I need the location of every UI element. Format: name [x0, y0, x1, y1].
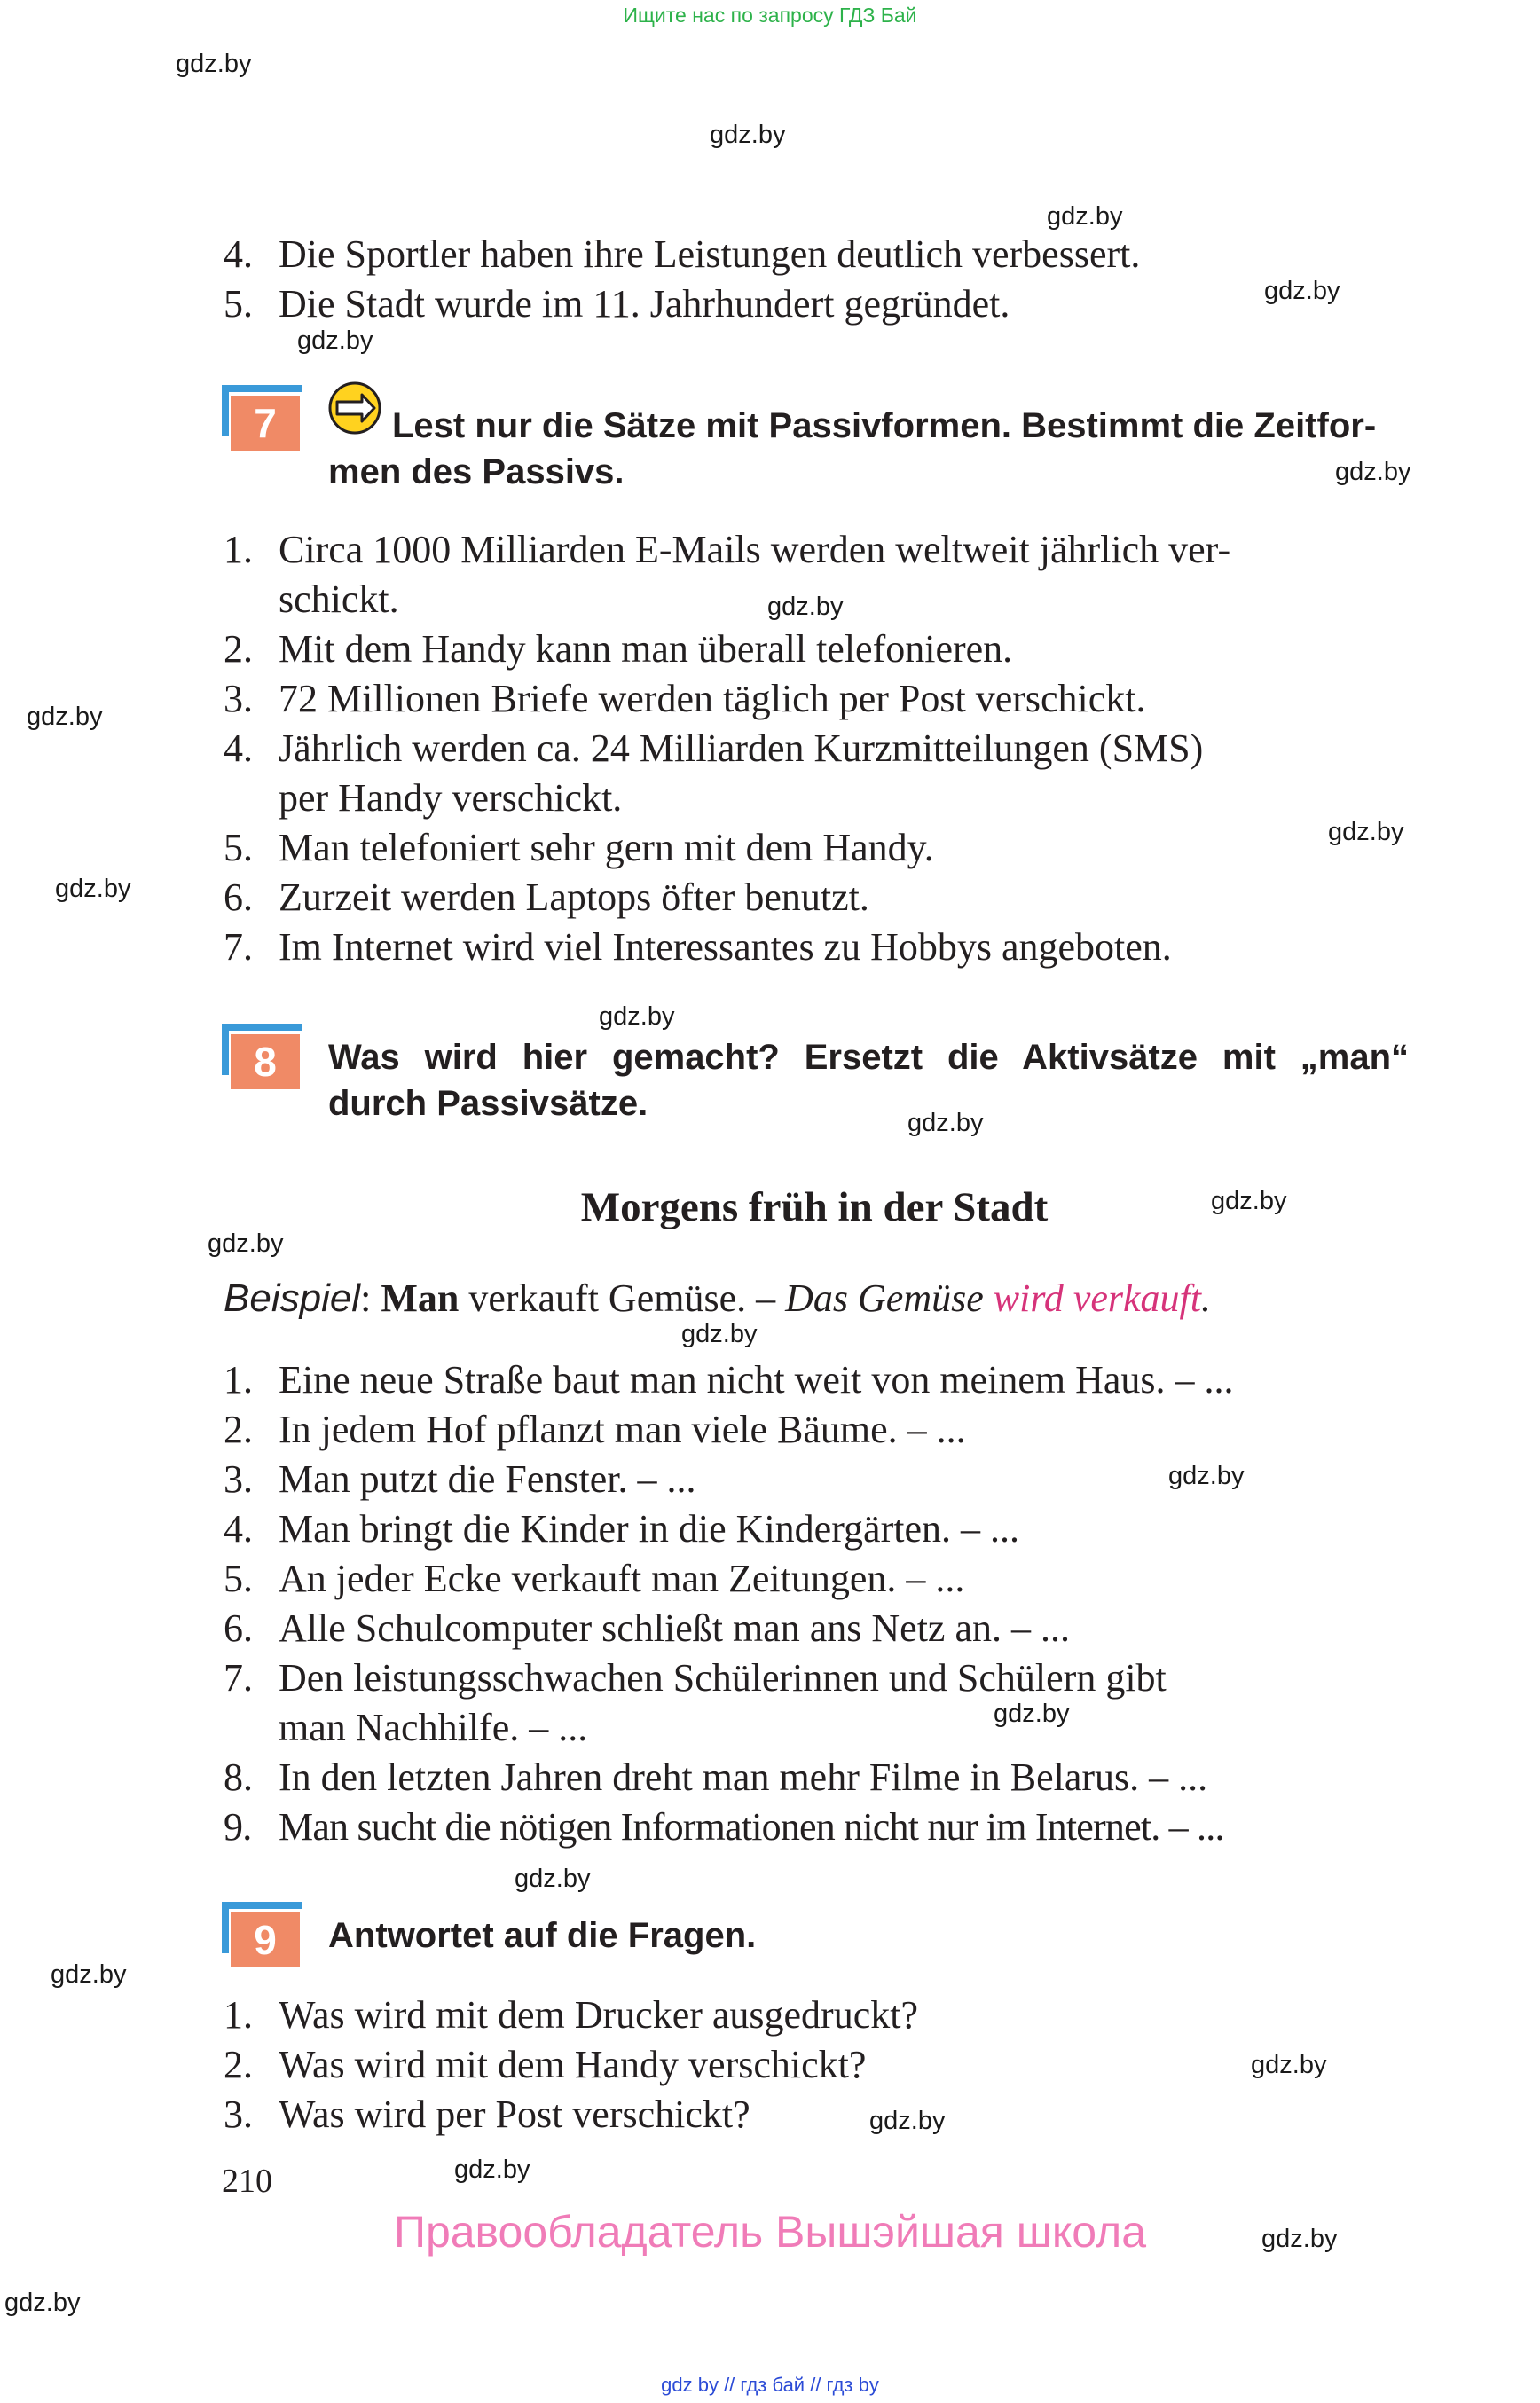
- watermark: gdz.by: [994, 1700, 1070, 1728]
- example-label: Beispiel: [224, 1276, 361, 1320]
- list-item: [224, 1507, 1019, 1551]
- watermark: gdz.by: [4, 2289, 81, 2317]
- watermark: gdz.by: [1335, 458, 1411, 486]
- watermark: gdz.by: [176, 50, 252, 78]
- item-text: Mit dem Handy kann man überall telefonieren.: [279, 627, 1013, 671]
- list-item: [224, 1410, 966, 1449]
- list-item: [224, 679, 1146, 719]
- list-item: [224, 282, 1010, 326]
- item-text: Den leistungsschwachen Schülerinnen und Schülern gibt: [279, 1656, 1167, 1700]
- list-item: [224, 878, 869, 917]
- watermark: gdz.by: [767, 593, 844, 621]
- task-number-badge: [222, 385, 302, 454]
- item-number: 7.: [224, 925, 253, 969]
- list-item: [224, 1755, 1208, 1799]
- list-item: [224, 2043, 867, 2086]
- item-text: Man telefoniert sehr gern mit dem Handy.: [279, 826, 934, 869]
- list-item: [224, 232, 1141, 276]
- item-text: Im Internet wird viel Interessantes zu Hobbys angeboten.: [279, 925, 1172, 969]
- item-number: 5.: [224, 282, 253, 326]
- watermark: gdz.by: [1251, 2051, 1327, 2079]
- item-text: Die Sportler haben ihre Leistungen deutlich verbessert.: [279, 232, 1141, 276]
- item-number: 6.: [224, 876, 253, 919]
- task-number-badge: [222, 1024, 302, 1093]
- item-number: 2.: [224, 627, 253, 671]
- item-text: Was wird mit dem Drucker ausgedruckt?: [279, 1993, 918, 2037]
- list-item: [224, 1559, 964, 1598]
- copyright-notice: Правообладатель Вышэйшая школа: [394, 2207, 1146, 2257]
- item-number: 4.: [224, 232, 253, 276]
- watermark: gdz.by: [297, 326, 373, 355]
- example-line: [224, 1276, 1211, 1320]
- watermark: gdz.by: [599, 1002, 675, 1031]
- item-text: An jeder Ecke verkauft man Zeitungen. – ...: [279, 1557, 965, 1600]
- task-instruction: durch Passivsätze.: [328, 1084, 648, 1123]
- task-number: 8: [231, 1034, 300, 1089]
- example-bold-word: Man: [381, 1276, 460, 1320]
- arrow-circle-icon: [326, 380, 383, 436]
- list-item: [224, 1457, 696, 1501]
- list-item: [224, 1656, 1167, 1700]
- list-item: [224, 828, 934, 868]
- page-number: 210: [222, 2163, 272, 2200]
- item-text: Die Stadt wurde im 11. Jahrhundert gegründet.: [279, 282, 1010, 326]
- footer-links[interactable]: gdz by // гдз бай // гдз by: [661, 2374, 879, 2396]
- item-number: 5.: [224, 826, 253, 869]
- watermark: gdz.by: [1264, 277, 1340, 305]
- list-item: [224, 1993, 918, 2037]
- item-continuation: schickt.: [279, 577, 399, 621]
- list-item: [224, 2095, 750, 2134]
- item-number: 6.: [224, 1606, 253, 1650]
- item-number: 1.: [224, 1358, 253, 1402]
- watermark: gdz.by: [1328, 818, 1404, 846]
- list-item: [224, 627, 1013, 671]
- item-number: 2.: [224, 1408, 253, 1451]
- watermark: gdz.by: [1168, 1462, 1245, 1490]
- list-item: [224, 726, 1204, 770]
- list-item: [224, 1358, 1234, 1402]
- item-text: In den letzten Jahren dreht man mehr Filme in Belarus. – ...: [279, 1755, 1208, 1799]
- example-end: .: [1200, 1276, 1211, 1320]
- item-text: Eine neue Straße baut man nicht weit von meinem Haus. – ...: [279, 1358, 1234, 1402]
- watermark: gdz.by: [27, 703, 103, 731]
- list-item: [224, 925, 1172, 969]
- watermark: gdz.by: [869, 2107, 946, 2135]
- watermark: gdz.by: [208, 1229, 284, 1258]
- item-number: 2.: [224, 2043, 253, 2086]
- item-number: 4.: [224, 1507, 253, 1551]
- list-item: [224, 1805, 1224, 1849]
- item-text: Alle Schulcomputer schließt man ans Netz an. – ...: [279, 1606, 1070, 1650]
- item-number: 8.: [224, 1755, 253, 1799]
- watermark: gdz.by: [51, 1960, 127, 1989]
- example-highlight: wird verkauft: [993, 1276, 1201, 1320]
- watermark: gdz.by: [454, 2156, 530, 2184]
- item-number: 3.: [224, 677, 253, 720]
- item-number: 1.: [224, 1993, 253, 2037]
- item-text: Zurzeit werden Laptops öfter benutzt.: [279, 876, 869, 919]
- watermark: gdz.by: [1047, 202, 1123, 231]
- item-text: Was wird per Post verschickt?: [279, 2093, 750, 2136]
- watermark: gdz.by: [908, 1109, 984, 1137]
- task-number-badge: [222, 1902, 302, 1971]
- item-number: 1.: [224, 528, 253, 571]
- list-item: [224, 1606, 1070, 1650]
- watermark: gdz.by: [1261, 2225, 1338, 2253]
- task-instruction: men des Passivs.: [328, 452, 625, 491]
- example-colon: :: [360, 1276, 372, 1320]
- watermark: gdz.by: [55, 875, 131, 903]
- item-continuation: per Handy verschickt.: [279, 776, 623, 820]
- watermark: gdz.by: [515, 1865, 591, 1893]
- watermark: gdz.by: [681, 1320, 758, 1348]
- item-number: 5.: [224, 1557, 253, 1600]
- item-text: Circa 1000 Milliarden E-Mails werden weltweit jährlich ver-: [279, 528, 1231, 571]
- watermark: gdz.by: [1211, 1187, 1287, 1215]
- item-number: 3.: [224, 1457, 253, 1501]
- task-instruction: Antwortet auf die Fragen.: [328, 1916, 757, 1955]
- example-text: verkauft Gemüse. –: [459, 1276, 786, 1320]
- item-number: 3.: [224, 2093, 253, 2136]
- item-number: 7.: [224, 1656, 253, 1700]
- task-number: 7: [231, 396, 300, 451]
- item-text: 72 Millionen Briefe werden täglich per Post verschickt.: [279, 677, 1146, 720]
- item-text: Man putzt die Fenster. – ...: [279, 1457, 696, 1501]
- task-instruction: Was wird hier gemacht? Ersetzt die Aktivsätze mit „man“: [328, 1038, 1409, 1077]
- item-number: 4.: [224, 726, 253, 770]
- section-heading: Morgens früh in der Stadt: [580, 1184, 1049, 1230]
- task-number: 9: [231, 1912, 300, 1967]
- watermark: gdz.by: [710, 121, 786, 149]
- item-number: 9.: [224, 1805, 252, 1849]
- task-instruction: Lest nur die Sätze mit Passivformen. Bestimmt die Zeitfor-: [392, 406, 1377, 445]
- list-item: [224, 530, 1230, 569]
- item-text: Jährlich werden ca. 24 Milliarden Kurzmitteilungen (SMS): [279, 726, 1204, 770]
- item-text: In jedem Hof pflanzt man viele Bäume. – ...: [279, 1408, 966, 1451]
- item-text: Man sucht die nötigen Informationen nicht nur im Internet. – ...: [279, 1805, 1224, 1849]
- item-text: Was wird mit dem Handy verschickt?: [279, 2043, 867, 2086]
- item-text: Man bringt die Kinder in die Kindergärten. – ...: [279, 1507, 1019, 1551]
- example-italic: Das Gemüse: [785, 1276, 994, 1320]
- top-banner: Ищите нас по запросу ГДЗ Бай: [623, 4, 917, 27]
- item-continuation: man Nachhilfe. – ...: [279, 1706, 588, 1749]
